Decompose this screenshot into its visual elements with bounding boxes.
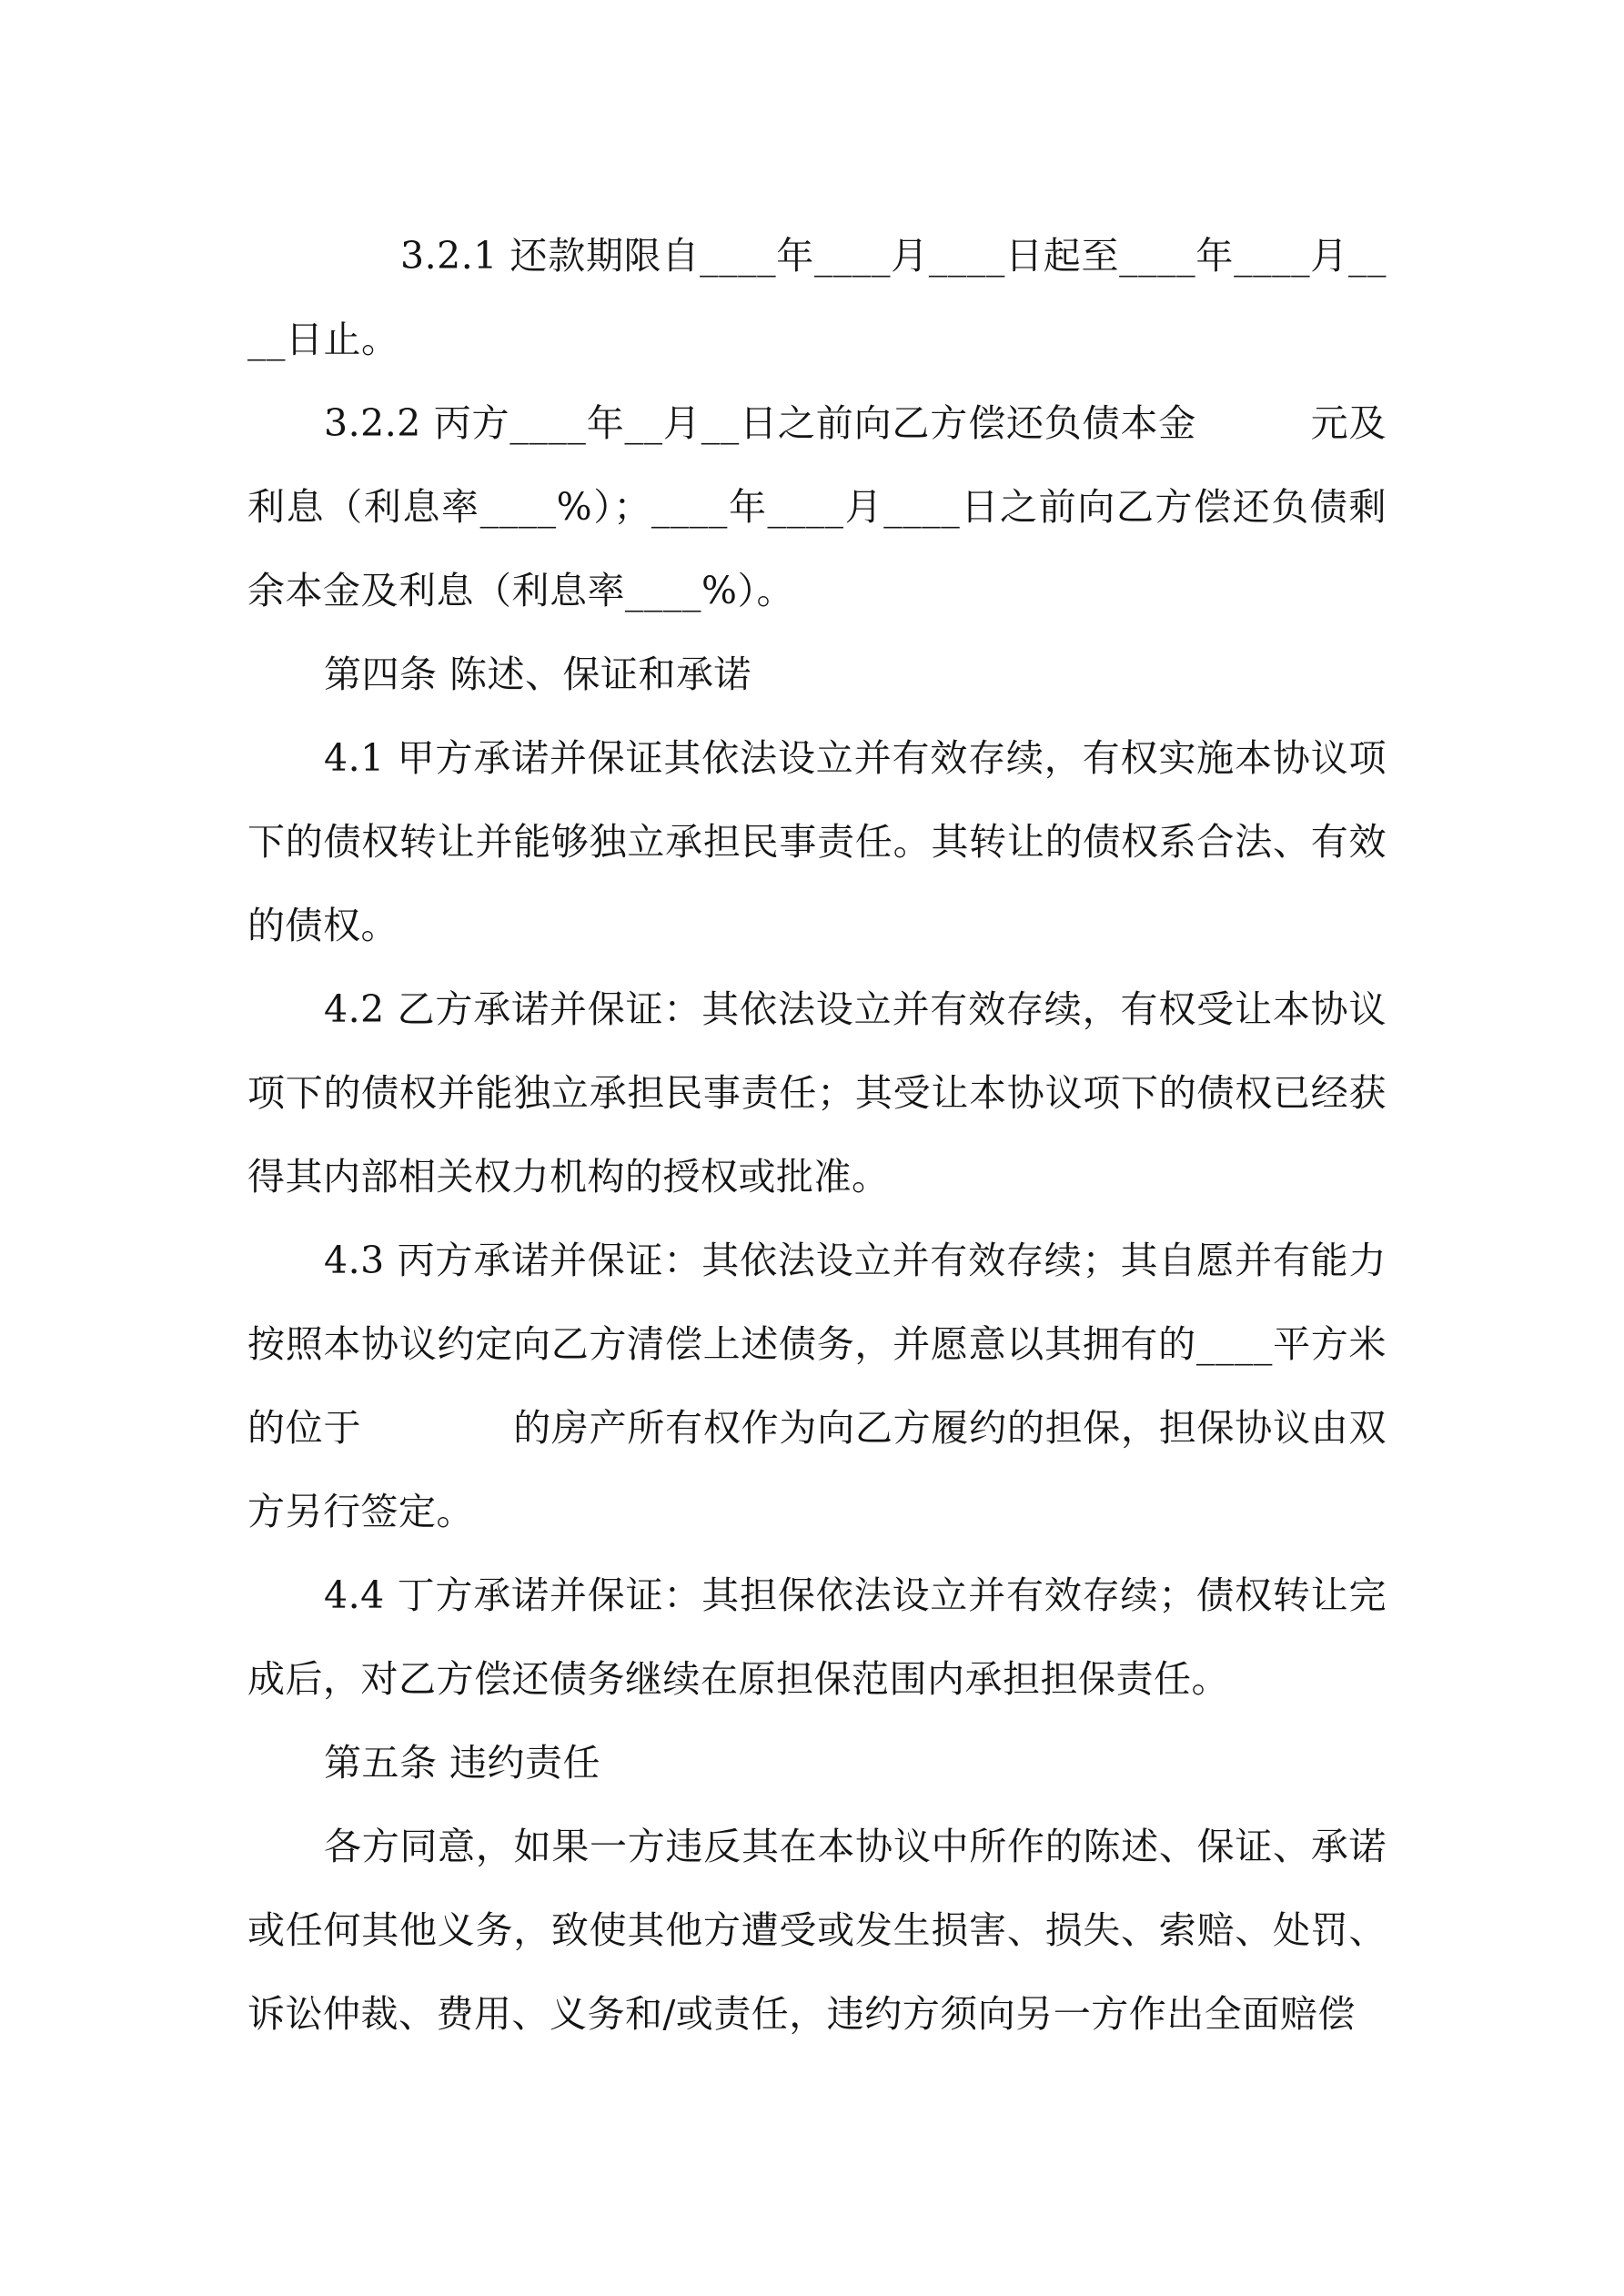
clause-4-3: 4.3 丙方承诺并保证：其依法设立并有效存续；其自愿并有能力按照本协议约定向乙方清偿上述债务，并愿意以其拥有的____平方米的位于 的房产所有权作为向乙方履约的担保，担保协议由双方另行签定。	[247, 1239, 1387, 1533]
clause-3-2-1: 3.2.1 还款期限自____年____月____日起至____年____月____日止。	[247, 234, 1387, 361]
clause-4-4: 4.4 丁方承诺并保证：其担保依法设立并有效存续；债权转让完成后，对乙方偿还债务继续在原担保范围内承担担保责任。	[247, 1573, 1387, 1701]
clause-3-2-2: 3.2.2 丙方____年__月__日之前向乙方偿还负债本金 元及利息（利息率____%）；____年____月____日之前向乙方偿还负债剩余本金及利息（利息率____%）。	[247, 401, 1387, 612]
clause-5-body: 各方同意，如果一方违反其在本协议中所作的陈述、保证、承诺或任何其他义务，致使其他方遭受或发生损害、损失、索赔、处罚、诉讼仲裁、费用、义务和/或责任，违约方须向另一方作出全面赔偿	[247, 1825, 1387, 2036]
article-5-heading: 第五条 违约责任	[324, 1741, 601, 1785]
clause-4-2: 4.2 乙方承诺并保证：其依法设立并有效存续，有权受让本协议项下的债权并能独立承担民事责任；其受让本协议项下的债权已经获得其内部相关权力机构的授权或批准。	[247, 987, 1387, 1199]
clause-4-1: 4.1 甲方承诺并保证其依法设立并有效存续，有权实施本协议项下的债权转让并能够独立承担民事责任。其转让的债权系合法、有效的债权。	[247, 736, 1387, 947]
article-4-heading: 第四条 陈述、保证和承诺	[324, 652, 752, 696]
document-body	[247, 214, 1387, 2056]
